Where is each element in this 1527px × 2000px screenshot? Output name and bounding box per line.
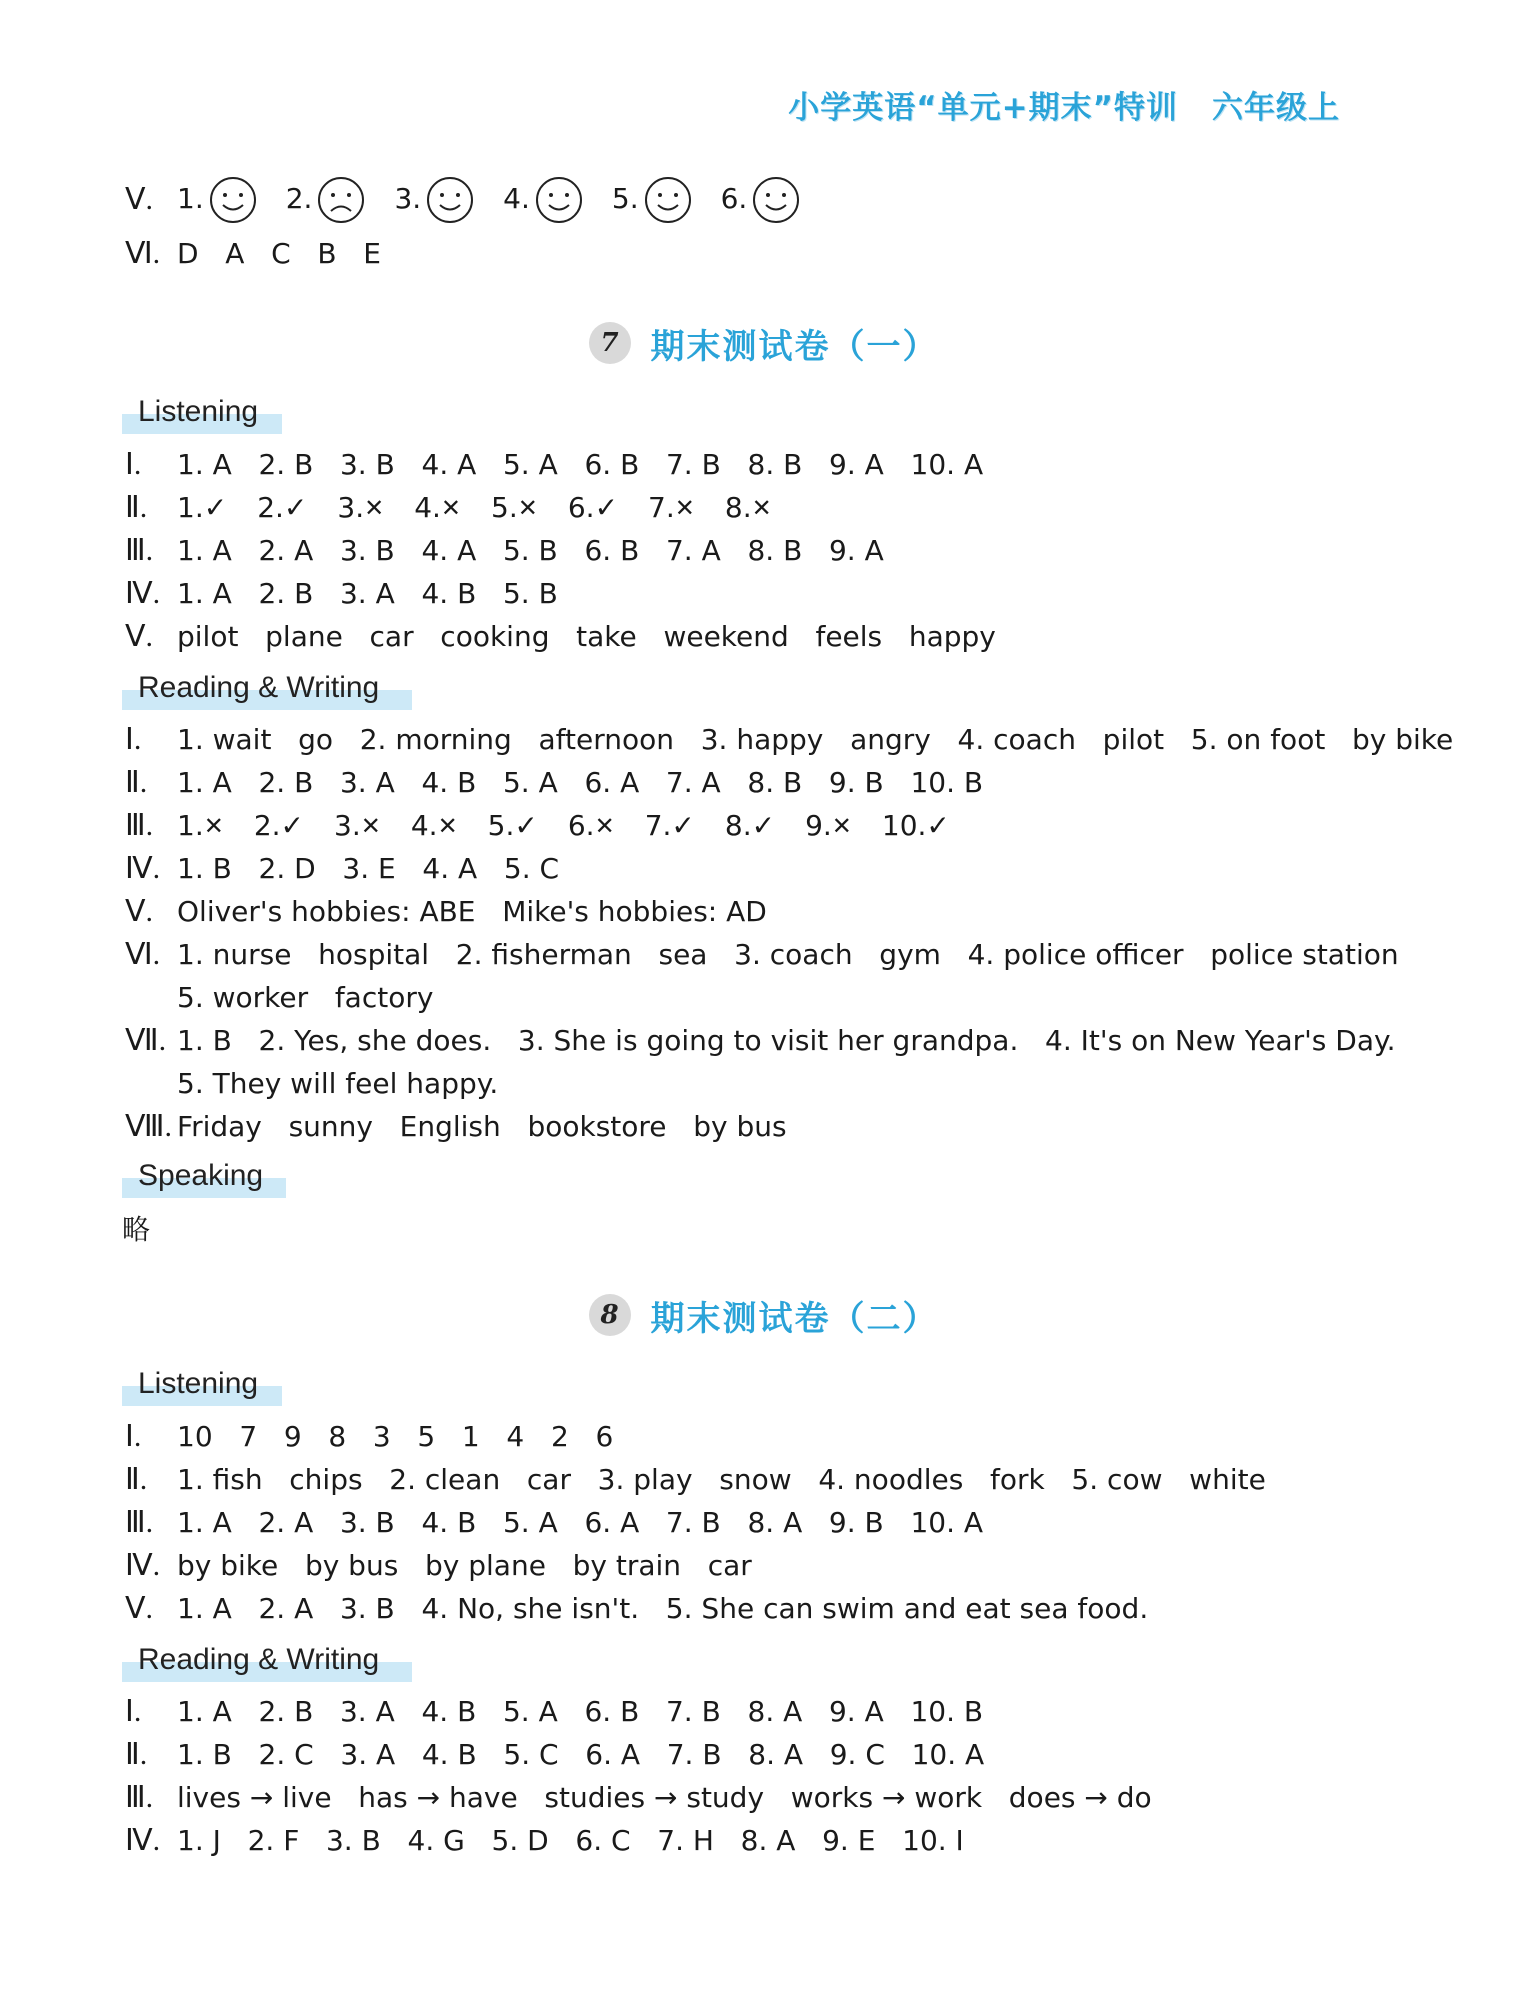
cross-mark-icon: ✕ bbox=[517, 494, 538, 522]
cross-mark-icon: ✕ bbox=[364, 494, 385, 522]
exam1-r8: Ⅷ. Friday sunny English bookstore by bus bbox=[125, 1110, 787, 1143]
exam1-r6: Ⅵ. 1. nurse hospital 2. fisherman sea 3. coach gym 4. police officer police station bbox=[125, 938, 1399, 971]
mark-answer: 10. ✓ bbox=[882, 806, 950, 846]
exam1-speaking-label: Speaking bbox=[122, 1154, 263, 1198]
mark-answer: 2. ✓ bbox=[257, 488, 307, 528]
exam2-l5: Ⅴ. 1. A 2. A 3. B 4. No, she isn't. 5. She can swim and eat sea food. bbox=[125, 1592, 1149, 1625]
mark-answer: 7. ✕ bbox=[648, 488, 695, 528]
check-mark-icon: ✓ bbox=[280, 809, 305, 842]
exam1-title: 期末测试卷（一） bbox=[650, 326, 939, 367]
mark-answer: 4. ✕ bbox=[411, 806, 458, 846]
exam1-l5: Ⅴ. pilot plane car cooking take weekend feels happy bbox=[125, 620, 996, 653]
exam2-r1: Ⅰ. 1. A 2. B 3. A 4. B 5. A 6. B 7. B 8. A 9. A 10. B bbox=[125, 1695, 984, 1728]
face-item-number: 3. bbox=[394, 182, 422, 215]
exam2-header bbox=[0, 1290, 1527, 1340]
mark-answer: 9. ✕ bbox=[805, 806, 852, 846]
happy-face-icon bbox=[643, 175, 693, 225]
exam1-r7: Ⅶ. 1. B 2. Yes, she does. 3. She is going to visit her grandpa. 4. It's on New Year's Day. bbox=[125, 1024, 1396, 1057]
mark-answer: 1. ✓ bbox=[177, 488, 227, 528]
check-mark-icon: ✓ bbox=[926, 809, 950, 842]
item-number: Ⅴ. bbox=[125, 183, 154, 216]
prev-section-vi bbox=[125, 234, 381, 274]
exam1-r2: Ⅱ. 1. A 2. B 3. A 4. B 5. A 6. A 7. A 8. B 9. B 10. B bbox=[125, 766, 984, 799]
exam1-l3: Ⅲ. 1. A 2. A 3. B 4. A 5. B 6. B 7. A 8. B 9. A bbox=[125, 534, 884, 567]
cross-mark-icon: ✕ bbox=[674, 494, 695, 522]
mark-answer: 3. ✕ bbox=[337, 488, 384, 528]
face-item-number: 1. bbox=[177, 182, 204, 215]
mark-answer: 8. ✓ bbox=[725, 806, 775, 846]
exam1-r5: Ⅴ. Oliver's hobbies: ABE Mike's hobbies: AD bbox=[125, 895, 767, 928]
mark-answer: 1. ✕ bbox=[177, 806, 224, 846]
mark-answer: 4. ✕ bbox=[414, 488, 461, 528]
cross-mark-icon: ✕ bbox=[360, 812, 381, 840]
happy-face-icon bbox=[425, 175, 475, 225]
exam2-r4: Ⅳ. 1. J 2. F 3. B 4. G 5. D 6. C 7. H 8. A 9. E 10. I bbox=[125, 1824, 964, 1857]
prev-section-v bbox=[125, 180, 829, 220]
answer-text: D A C B E bbox=[177, 237, 381, 270]
exam1-badge: 7 bbox=[589, 322, 631, 364]
exam2-r3: Ⅲ. lives → live has → have studies → study works → work does → do bbox=[125, 1781, 1152, 1814]
exam1-l1: Ⅰ. 1. A 2. B 3. B 4. A 5. A 6. B 7. B 8. B 9. A 10. A bbox=[125, 448, 984, 481]
check-mark-icon: ✓ bbox=[514, 809, 538, 842]
happy-face-icon bbox=[534, 175, 584, 225]
exam1-r4: Ⅳ. 1. B 2. D 3. E 4. A 5. C bbox=[125, 852, 560, 885]
cross-mark-icon: ✕ bbox=[440, 494, 462, 522]
grade-label: 六年级上 bbox=[1212, 90, 1340, 126]
cross-mark-icon: ✕ bbox=[594, 812, 615, 840]
face-item-number: 4. bbox=[503, 182, 530, 215]
exam2-rw-label: Reading & Writing bbox=[122, 1638, 379, 1682]
exam1-listening-label: Listening bbox=[122, 390, 258, 434]
exam2-title: 期末测试卷（二） bbox=[650, 1298, 939, 1339]
check-mark-icon: ✓ bbox=[203, 491, 228, 524]
mark-answer: 2. ✓ bbox=[254, 806, 304, 846]
cross-mark-icon: ✕ bbox=[831, 812, 852, 840]
exam2-l4: Ⅳ. by bike by bus by plane by train car bbox=[125, 1549, 752, 1582]
face-item-number: 2. bbox=[285, 182, 313, 215]
happy-face-icon bbox=[751, 175, 801, 225]
face-item-number: 5. bbox=[611, 182, 639, 215]
exam1-rw-label: Reading & Writing bbox=[122, 666, 379, 710]
mark-answer: 5. ✕ bbox=[491, 488, 538, 528]
exam1-r6-cont: 5. worker factory bbox=[177, 981, 434, 1014]
check-mark-icon: ✓ bbox=[594, 491, 619, 524]
exam1-speaking-answer: 略 bbox=[122, 1213, 151, 1246]
mark-answer: 8. ✕ bbox=[725, 488, 772, 528]
mark-answer: 6. ✓ bbox=[568, 488, 618, 528]
exam2-l3: Ⅲ. 1. A 2. A 3. B 4. B 5. A 6. A 7. B 8. A 9. B 10. A bbox=[125, 1506, 984, 1539]
check-mark-icon: ✓ bbox=[671, 809, 695, 842]
book-title: 小学英语“单元+期末”特训 bbox=[788, 90, 1178, 126]
exam1-r7-cont: 5. They will feel happy. bbox=[177, 1067, 499, 1100]
exam2-badge: 8 bbox=[589, 1294, 631, 1336]
cross-mark-icon: ✕ bbox=[437, 812, 458, 840]
mark-answer: 3. ✕ bbox=[334, 806, 381, 846]
exam2-l2: Ⅱ. 1. fish chips 2. clean car 3. play snow 4. noodles fork 5. cow white bbox=[125, 1463, 1266, 1496]
exam2-listening-label: Listening bbox=[122, 1362, 258, 1406]
cross-mark-icon: ✕ bbox=[203, 812, 224, 840]
mark-answer: 5. ✓ bbox=[488, 806, 538, 846]
sad-face-icon bbox=[316, 175, 366, 225]
exam1-l4: Ⅳ. 1. A 2. B 3. A 4. B 5. B bbox=[125, 577, 558, 610]
check-mark-icon: ✓ bbox=[751, 809, 776, 842]
face-item-number: 6. bbox=[720, 182, 748, 215]
running-head bbox=[780, 82, 1340, 127]
mark-answer: 6. ✕ bbox=[568, 806, 615, 846]
face-answers bbox=[177, 175, 829, 225]
item-number: Ⅵ. bbox=[125, 237, 161, 270]
exam1-r3: Ⅲ. 1. ✕ 2. ✓ 3. ✕ 4. ✕ 5. ✓ 6. ✕ 7. ✓ 8. ✓ 9. ✕ 10. ✓ bbox=[125, 806, 980, 846]
exam1-header bbox=[0, 318, 1527, 368]
exam1-r1: Ⅰ. 1. wait go 2. morning afternoon 3. happy angry 4. coach pilot 5. on foot by bike bbox=[125, 723, 1454, 756]
exam2-r2: Ⅱ. 1. B 2. C 3. A 4. B 5. C 6. A 7. B 8. A 9. C 10. A bbox=[125, 1738, 985, 1771]
happy-face-icon bbox=[208, 175, 258, 225]
mark-answer: 7. ✓ bbox=[645, 806, 695, 846]
exam2-l1: Ⅰ. 10 7 9 8 3 5 1 4 2 6 bbox=[125, 1420, 614, 1453]
check-mark-icon: ✓ bbox=[283, 491, 308, 524]
exam1-l2: Ⅱ. 1. ✓ 2. ✓ 3. ✕ 4. ✕ 5. ✕ 6. ✓ 7. ✕ 8. ✕ bbox=[125, 488, 802, 528]
cross-mark-icon: ✕ bbox=[751, 494, 772, 522]
